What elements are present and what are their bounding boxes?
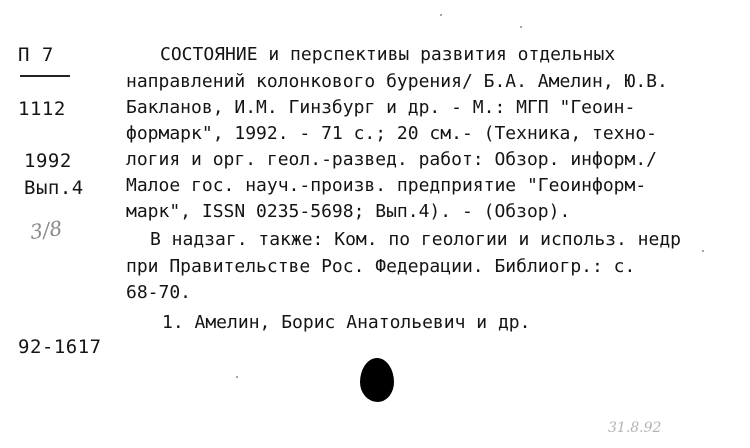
record-line-5: логия и орг. геол.-развед. работ: Обзор. информ./ — [126, 149, 658, 170]
call-number-volume: Вып.4 — [24, 177, 84, 199]
paper-speck — [236, 376, 238, 378]
accession-number: 92-1617 — [18, 336, 102, 358]
call-number-number: 1112 — [18, 98, 66, 120]
note-line-2: при Правительстве Рос. Федерации. Библиогр.: с. — [126, 256, 636, 277]
note-line-3: 68-70. — [126, 282, 192, 303]
record-line-3: Бакланов, И.М. Гинзбург и др. - М.: МГП "Геоин- — [126, 97, 636, 118]
faint-date-stamp: 31.8.92 — [608, 420, 662, 436]
paper-speck — [440, 14, 442, 16]
call-number-year: 1992 — [24, 150, 72, 172]
tracing-entry: 1. Амелин, Борис Анатольевич и др. — [162, 312, 531, 333]
record-line-4: формарк", 1992. - 71 с.; 20 см.- (Техника, техно- — [126, 123, 658, 144]
ink-blot — [360, 358, 394, 402]
record-line-7: марк", ISSN 0235-5698; Вып.4). - (Обзор). — [126, 201, 571, 222]
paper-speck — [520, 26, 522, 28]
note-line-1: В надзаг. также: Ком. по геологии и использ. недр — [150, 229, 682, 250]
record-line-1: СОСТОЯНИЕ и перспективы развития отдельных — [160, 44, 616, 65]
call-number-divider — [20, 75, 70, 77]
record-line-6: Малое гос. науч.-произв. предприятие "Геоинформ- — [126, 175, 647, 196]
paper-speck — [702, 250, 704, 252]
call-number-class: П 7 — [18, 44, 54, 66]
handwritten-mark: 3/8 — [28, 215, 64, 245]
record-line-2: направлений колонкового бурения/ Б.А. Амелин, Ю.В. — [126, 71, 668, 92]
